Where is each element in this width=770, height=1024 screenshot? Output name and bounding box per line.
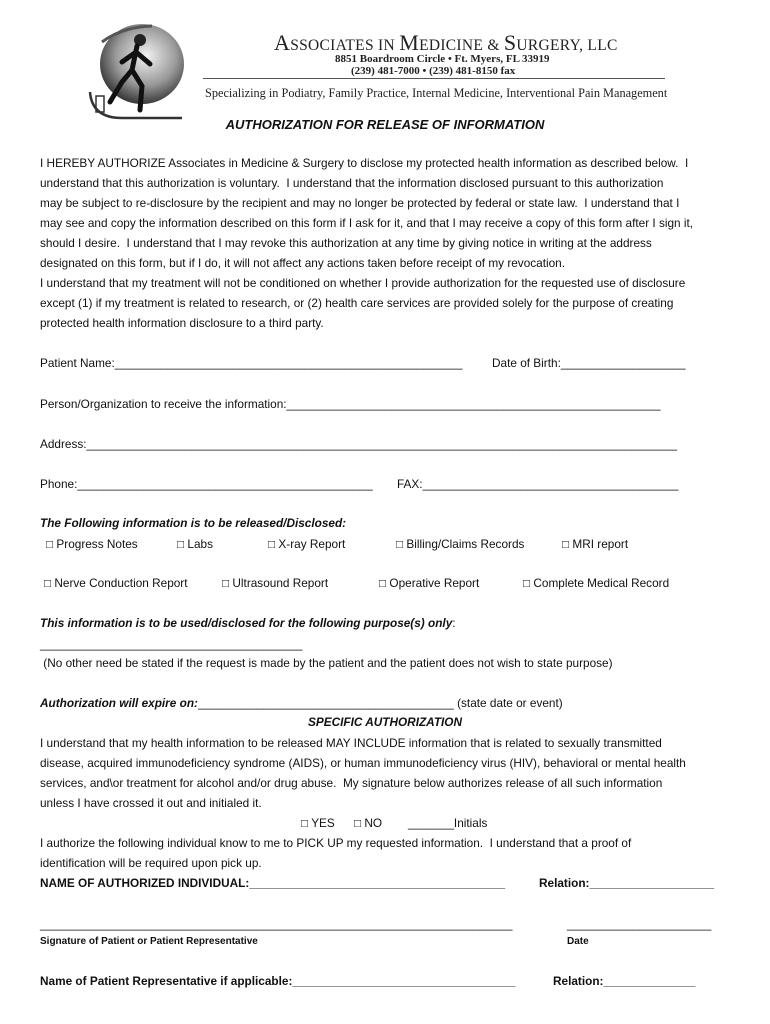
document-title: AUTHORIZATION FOR RELEASE OF INFORMATION — [225, 117, 545, 132]
purpose-note: (No other need be stated if the request is made by the patient and the patient does not wish to state purpose) — [40, 656, 613, 670]
checkbox-labs[interactable]: □ Labs — [177, 537, 213, 551]
signature-label: Signature of Patient or Patient Representative — [40, 936, 258, 947]
checkbox-ultrasound-report[interactable]: □ Ultrasound Report — [222, 576, 329, 590]
phone-field[interactable]: Phone:_____________________________________________ — [40, 477, 373, 491]
patient-name-field[interactable]: Patient Name:_____________________________________________________ — [40, 356, 463, 370]
release-heading: The Following information is to be released/Disclosed: — [40, 516, 347, 530]
authorized-relation-field[interactable]: Relation:___________________ — [539, 876, 715, 890]
address-field[interactable]: Address:__________________________________________________________________________________________ — [40, 437, 678, 451]
org-name: ASSOCIATES IN MEDICINE & SURGERY, LLC — [274, 30, 618, 55]
checkbox-yes[interactable]: □ YES — [301, 816, 335, 830]
representative-relation-field[interactable]: Relation:______________ — [553, 974, 696, 988]
representative-name-field[interactable]: Name of Patient Representative if applicable:__________________________________ — [40, 974, 516, 988]
checkbox-billing-claims[interactable]: □ Billing/Claims Records — [396, 537, 525, 551]
running-figure-logo-icon — [82, 22, 188, 122]
recipient-field[interactable]: Person/Organization to receive the information:_________________________________________________________ — [40, 397, 661, 411]
tagline: Specializing in Podiatry, Family Practice, Internal Medicine, Interventional Pain Management — [205, 86, 668, 100]
specific-authorization-text: I understand that my health information to be released MAY INCLUDE information that is related to sexually transmitted disease, acquired immunodeficiency syndrome (AIDS), or human immunodeficiency virus (HIV), behavioral or mental health services, and\or treatment for alcohol and/or drug abuse. My signature below authorizes release of all such information unless I have crossed it out and initialed it. — [40, 736, 686, 810]
date-of-birth-field[interactable]: Date of Birth:___________________ — [492, 356, 686, 370]
checkbox-complete-record[interactable]: □ Complete Medical Record — [523, 576, 670, 590]
date-label: Date — [567, 936, 589, 947]
expiry-field[interactable]: Authorization will expire on:_______________________________________ (state date or event) — [40, 696, 563, 710]
phone-line: (239) 481-7000 • (239) 481-8150 fax — [351, 65, 516, 77]
specific-authorization-heading: SPECIFIC AUTHORIZATION — [307, 715, 462, 729]
fax-field[interactable]: FAX:_______________________________________ — [397, 477, 679, 491]
checkbox-xray-report[interactable]: □ X-ray Report — [268, 537, 346, 551]
pickup-text: I authorize the following individual know to me to PICK UP my requested information. I understand that a proof of identification will be required upon pick up. — [40, 836, 632, 870]
signature-line[interactable]: ________________________________________________________________________ — [40, 917, 513, 931]
initials-field[interactable]: _______Initials — [408, 816, 488, 830]
checkbox-progress-notes[interactable]: □ Progress Notes — [46, 537, 138, 551]
address-line: 8851 Boardroom Circle • Ft. Myers, FL 33919 — [335, 53, 550, 65]
purpose-heading: This information is to be used/disclosed for the following purpose(s) only: — [40, 616, 456, 630]
checkbox-no[interactable]: □ NO — [354, 816, 383, 830]
checkbox-mri-report[interactable]: □ MRI report — [562, 537, 629, 551]
header-divider — [203, 78, 665, 79]
checkbox-operative-report[interactable]: □ Operative Report — [379, 576, 480, 590]
date-line[interactable]: ______________________ — [567, 917, 712, 931]
intro-paragraph: I HEREBY AUTHORIZE Associates in Medicine & Surgery to disclose my protected health information as described below. I understand that this authorization is voluntary. I understand that the information disclosed pursuant to this authorization may be subject to re-disclosure by the recipient and may no longer be protected by federal or state law. I understand that I may see and copy the information described on this form if I ask for it, and that I may receive a copy of this form after I sign it, should I desire. I understand that I may revoke this authorization at any time by giving notice in writing at the address designated on this form, but if I do, it will not affect any actions taken before receipt of my revocation. I understand that my treatment will not be conditioned on whether I provide authorization for the requested use of disclosure except (1) if my treatment is related to research, or (2) health care services are provided solely for the purpose of creating protected health information disclosure to a third party. — [40, 156, 694, 330]
purpose-field[interactable]: ________________________________________ — [40, 637, 303, 651]
authorized-individual-field[interactable]: NAME OF AUTHORIZED INDIVIDUAL:_______________________________________ — [40, 876, 506, 890]
checkbox-nerve-conduction[interactable]: □ Nerve Conduction Report — [44, 576, 188, 590]
